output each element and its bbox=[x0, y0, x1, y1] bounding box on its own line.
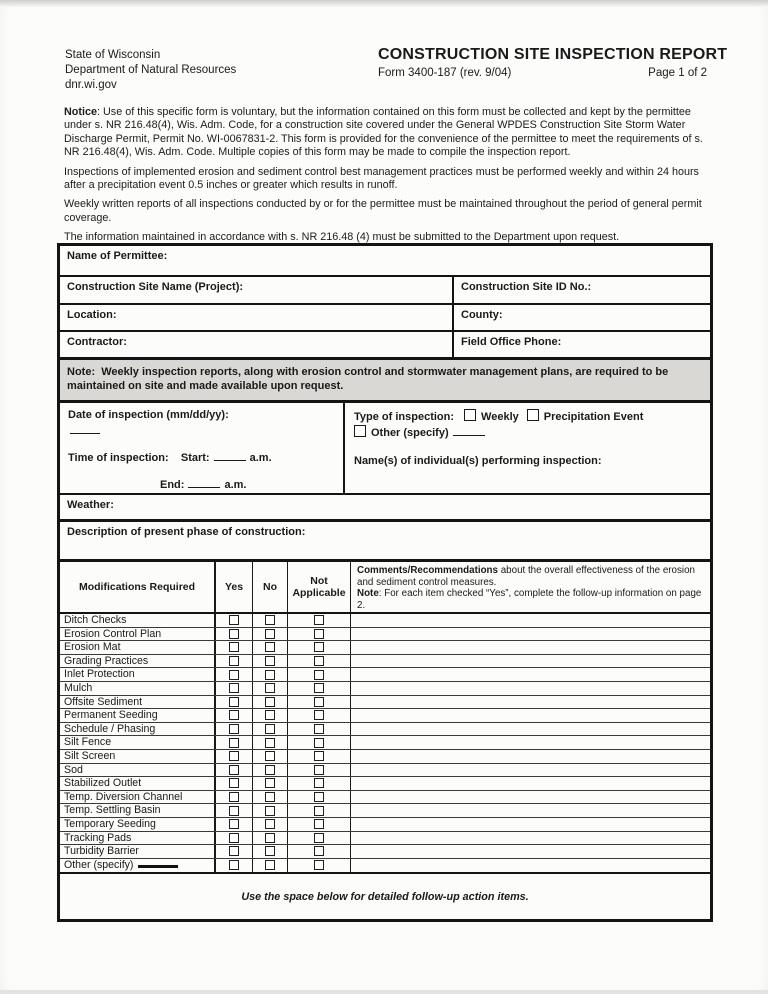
checklist-row bbox=[60, 655, 710, 669]
checklist-item-label: Tracking Pads bbox=[60, 832, 216, 845]
comments-cell[interactable] bbox=[351, 845, 710, 858]
comments-note-body: : For each item checked “Yes”, complete the follow-up information on page 2. bbox=[357, 588, 702, 611]
na-cell bbox=[288, 845, 351, 858]
checklist-row bbox=[60, 777, 710, 791]
na-cell bbox=[288, 614, 351, 627]
phase-description-field[interactable] bbox=[60, 522, 710, 562]
follow-up-instruction: Use the space below for detailed follow-up action items. bbox=[60, 872, 710, 919]
yes-cell bbox=[216, 696, 253, 709]
na-checkbox[interactable] bbox=[314, 751, 324, 761]
comments-cell[interactable] bbox=[351, 832, 710, 845]
na-checkbox[interactable] bbox=[314, 778, 324, 788]
comments-cell[interactable] bbox=[351, 641, 710, 654]
checklist-row bbox=[60, 682, 710, 696]
na-checkbox[interactable] bbox=[314, 670, 324, 680]
no-checkbox[interactable] bbox=[265, 819, 275, 829]
no-checkbox[interactable] bbox=[265, 846, 275, 856]
permittee-label: Name of Permittee: bbox=[67, 250, 168, 262]
weekly-label: Weekly bbox=[481, 411, 519, 423]
no-cell bbox=[253, 791, 288, 804]
comments-cell[interactable] bbox=[351, 668, 710, 681]
yes-checkbox[interactable] bbox=[229, 738, 239, 748]
comments-title: Comments/Recommendations bbox=[357, 565, 498, 576]
checklist-item-label: Other (specify) bbox=[60, 859, 216, 873]
no-cell bbox=[253, 641, 288, 654]
na-cell bbox=[288, 641, 351, 654]
na-cell bbox=[288, 655, 351, 668]
col-comments-header bbox=[351, 562, 710, 612]
na-cell bbox=[288, 696, 351, 709]
type-label: Type of inspection: bbox=[354, 411, 455, 423]
no-cell bbox=[253, 614, 288, 627]
no-cell bbox=[253, 709, 288, 722]
comments-cell[interactable] bbox=[351, 764, 710, 777]
checklist-item-label: Temp. Diversion Channel bbox=[60, 791, 216, 804]
no-checkbox[interactable] bbox=[265, 615, 275, 625]
checklist-item-label: Temporary Seeding bbox=[60, 818, 216, 831]
site-name-field[interactable] bbox=[60, 277, 454, 303]
yes-cell bbox=[216, 791, 253, 804]
na-checkbox[interactable] bbox=[314, 724, 324, 734]
weather-label: Weather: bbox=[67, 499, 114, 511]
col-yes-header: Yes bbox=[216, 562, 253, 612]
na-checkbox[interactable] bbox=[314, 833, 324, 843]
yes-checkbox[interactable] bbox=[229, 751, 239, 761]
no-cell bbox=[253, 804, 288, 817]
notice-label: Notice bbox=[64, 106, 97, 118]
am-suffix: a.m. bbox=[249, 452, 272, 464]
other-specify-blank[interactable] bbox=[138, 865, 178, 868]
county-field[interactable] bbox=[454, 305, 710, 330]
col-na-header: Not Applicable bbox=[288, 562, 351, 612]
checklist-row bbox=[60, 818, 710, 832]
start-time-blank[interactable] bbox=[214, 450, 246, 461]
na-checkbox[interactable] bbox=[314, 860, 324, 870]
checklist-item-label: Permanent Seeding bbox=[60, 709, 216, 722]
yes-cell bbox=[216, 859, 253, 873]
yes-checkbox[interactable] bbox=[229, 724, 239, 734]
comments-cell[interactable] bbox=[351, 791, 710, 804]
no-cell bbox=[253, 736, 288, 749]
checklist-body bbox=[60, 614, 710, 872]
no-cell bbox=[253, 723, 288, 736]
no-checkbox[interactable] bbox=[265, 751, 275, 761]
na-cell bbox=[288, 709, 351, 722]
checklist-row bbox=[60, 723, 710, 737]
no-cell bbox=[253, 750, 288, 763]
checklist-item-label: Ditch Checks bbox=[60, 614, 216, 627]
comments-cell[interactable] bbox=[351, 709, 710, 722]
na-cell bbox=[288, 682, 351, 695]
na-checkbox[interactable] bbox=[314, 710, 324, 720]
precip-event-checkbox[interactable] bbox=[527, 409, 539, 421]
no-cell bbox=[253, 764, 288, 777]
yes-checkbox[interactable] bbox=[229, 765, 239, 775]
na-checkbox[interactable] bbox=[314, 792, 324, 802]
yes-checkbox[interactable] bbox=[229, 833, 239, 843]
requirements-note: Note: Weekly inspection reports, along with erosion control and stormwater management plans, are required to be maintained on site and made available upon request. bbox=[60, 360, 710, 403]
no-checkbox[interactable] bbox=[265, 670, 275, 680]
no-checkbox[interactable] bbox=[265, 642, 275, 652]
inspection-form-table bbox=[57, 243, 713, 922]
yes-cell bbox=[216, 832, 253, 845]
na-checkbox[interactable] bbox=[314, 765, 324, 775]
other-label: Other (specify) bbox=[371, 427, 449, 439]
no-checkbox[interactable] bbox=[265, 724, 275, 734]
yes-checkbox[interactable] bbox=[229, 670, 239, 680]
other-checkbox[interactable] bbox=[354, 425, 366, 437]
no-checkbox[interactable] bbox=[265, 833, 275, 843]
checklist-item-label: Silt Screen bbox=[60, 750, 216, 763]
form-number: Form 3400-187 (rev. 9/04) bbox=[378, 67, 512, 79]
na-cell bbox=[288, 750, 351, 763]
other-type-blank[interactable] bbox=[453, 425, 485, 436]
yes-checkbox[interactable] bbox=[229, 819, 239, 829]
location-field[interactable] bbox=[60, 305, 454, 330]
yes-checkbox[interactable] bbox=[229, 846, 239, 856]
na-cell bbox=[288, 791, 351, 804]
checklist-row bbox=[60, 832, 710, 846]
scan-edge-top bbox=[0, 0, 768, 7]
checklist-row bbox=[60, 845, 710, 859]
yes-checkbox[interactable] bbox=[229, 792, 239, 802]
website-url: dnr.wi.gov bbox=[65, 79, 117, 91]
checklist-item-label: Mulch bbox=[60, 682, 216, 695]
yes-cell bbox=[216, 614, 253, 627]
comments-cell[interactable] bbox=[351, 859, 710, 873]
na-checkbox[interactable] bbox=[314, 656, 324, 666]
comments-cell[interactable] bbox=[351, 804, 710, 817]
no-checkbox[interactable] bbox=[265, 860, 275, 870]
no-checkbox[interactable] bbox=[265, 806, 275, 816]
checklist-item-label: Stabilized Outlet bbox=[60, 777, 216, 790]
yes-cell bbox=[216, 682, 253, 695]
na-cell bbox=[288, 832, 351, 845]
yes-cell bbox=[216, 655, 253, 668]
no-checkbox[interactable] bbox=[265, 683, 275, 693]
title-block bbox=[378, 46, 728, 79]
checklist-header bbox=[60, 562, 710, 614]
yes-cell bbox=[216, 804, 253, 817]
am-suffix: a.m. bbox=[224, 479, 247, 491]
no-checkbox[interactable] bbox=[265, 656, 275, 666]
department-name: Department of Natural Resources bbox=[65, 64, 237, 76]
yes-cell bbox=[216, 845, 253, 858]
site-id-field[interactable] bbox=[454, 277, 710, 303]
type-names-cell bbox=[345, 403, 710, 493]
no-checkbox[interactable] bbox=[265, 765, 275, 775]
na-cell bbox=[288, 804, 351, 817]
county-label: County: bbox=[461, 309, 503, 321]
checklist-item-label: Erosion Control Plan bbox=[60, 628, 216, 641]
no-cell bbox=[253, 859, 288, 873]
no-cell bbox=[253, 845, 288, 858]
site-id-label: Construction Site ID No.: bbox=[461, 281, 592, 293]
field-phone-label: Field Office Phone: bbox=[461, 336, 562, 348]
site-name-label: Construction Site Name (Project): bbox=[67, 281, 244, 293]
agency-name: State of Wisconsin bbox=[65, 49, 161, 61]
na-cell bbox=[288, 859, 351, 873]
checklist-row bbox=[60, 750, 710, 764]
date-time-cell bbox=[60, 403, 345, 493]
no-checkbox[interactable] bbox=[265, 778, 275, 788]
weather-field[interactable] bbox=[60, 495, 710, 522]
na-checkbox[interactable] bbox=[314, 615, 324, 625]
checklist-item-label: Erosion Mat bbox=[60, 641, 216, 654]
comments-note-label: Note bbox=[357, 588, 379, 600]
no-cell bbox=[253, 696, 288, 709]
no-cell bbox=[253, 628, 288, 641]
yes-cell bbox=[216, 777, 253, 790]
yes-cell bbox=[216, 750, 253, 763]
yes-cell bbox=[216, 641, 253, 654]
yes-checkbox[interactable] bbox=[229, 629, 239, 639]
field-phone-field[interactable] bbox=[454, 332, 710, 357]
notice-paragraph bbox=[64, 106, 715, 160]
comments-cell[interactable] bbox=[351, 628, 710, 641]
checklist-item-label: Grading Practices bbox=[60, 655, 216, 668]
comments-cell[interactable] bbox=[351, 750, 710, 763]
no-checkbox[interactable] bbox=[265, 710, 275, 720]
checklist-row bbox=[60, 628, 710, 642]
yes-cell bbox=[216, 628, 253, 641]
comments-body: about the overall effectiveness of the erosion and sediment control measures. bbox=[357, 565, 695, 588]
comments-cell[interactable] bbox=[351, 736, 710, 749]
checklist-row bbox=[60, 736, 710, 750]
weekly-checkbox[interactable] bbox=[464, 409, 476, 421]
no-checkbox[interactable] bbox=[265, 738, 275, 748]
intro-paragraph: Inspections of implemented erosion and sediment control best management practices must be performed weekly and within 24 hours after a precipitation event 0.5 inches or greater which results in runoff. bbox=[64, 165, 699, 192]
yes-checkbox[interactable] bbox=[229, 710, 239, 720]
yes-checkbox[interactable] bbox=[229, 806, 239, 816]
na-cell bbox=[288, 668, 351, 681]
checklist-row bbox=[60, 764, 710, 778]
location-label: Location: bbox=[67, 309, 117, 321]
checklist-row bbox=[60, 709, 710, 723]
yes-checkbox[interactable] bbox=[229, 642, 239, 652]
yes-checkbox[interactable] bbox=[229, 697, 239, 707]
na-checkbox[interactable] bbox=[314, 683, 324, 693]
comments-cell[interactable] bbox=[351, 614, 710, 627]
time-label: Time of inspection: bbox=[68, 452, 169, 464]
end-time-blank[interactable] bbox=[188, 477, 220, 488]
precip-event-label: Precipitation Event bbox=[543, 411, 644, 423]
inspector-names-label: Name(s) of individual(s) performing inspection: bbox=[354, 455, 602, 467]
comments-cell[interactable] bbox=[351, 777, 710, 790]
notice-body: : Use of this specific form is voluntary, but the information contained on this form must be collected and kept by the permittee under s. NR 216.48(4), Wis. Adm. Code, for a construction site covered under the General WPDES Construction Site Storm Water Discharge Permit, Permit No. WI-0067831-2. This form is provided for the convenience of the permittee to meet the requirements of s. NR 216.48(4), Wis. Adm. Code. Multiple copies of this form may be made to compile the inspection report. bbox=[64, 106, 703, 159]
agency-block bbox=[65, 48, 236, 93]
checklist-row bbox=[60, 696, 710, 710]
checklist-item-label: Inlet Protection bbox=[60, 668, 216, 681]
na-cell bbox=[288, 736, 351, 749]
no-cell bbox=[253, 818, 288, 831]
report-title: CONSTRUCTION SITE INSPECTION REPORT bbox=[378, 46, 728, 63]
yes-checkbox[interactable] bbox=[229, 683, 239, 693]
na-checkbox[interactable] bbox=[314, 806, 324, 816]
date-blank[interactable] bbox=[70, 423, 100, 434]
no-cell bbox=[253, 655, 288, 668]
permittee-field[interactable] bbox=[60, 246, 710, 277]
yes-cell bbox=[216, 764, 253, 777]
intro-paragraph: The information maintained in accordance with s. NR 216.48 (4) must be submitted to the Department upon request. bbox=[64, 231, 620, 244]
comments-cell[interactable] bbox=[351, 696, 710, 709]
no-cell bbox=[253, 682, 288, 695]
yes-cell bbox=[216, 818, 253, 831]
yes-cell bbox=[216, 709, 253, 722]
na-checkbox[interactable] bbox=[314, 697, 324, 707]
yes-checkbox[interactable] bbox=[229, 615, 239, 625]
checklist-row bbox=[60, 791, 710, 805]
checklist-item-label: Sod bbox=[60, 764, 216, 777]
contractor-label: Contractor: bbox=[67, 336, 127, 348]
na-checkbox[interactable] bbox=[314, 629, 324, 639]
yes-checkbox[interactable] bbox=[229, 656, 239, 666]
na-cell bbox=[288, 723, 351, 736]
yes-cell bbox=[216, 668, 253, 681]
scan-edge-bottom bbox=[0, 990, 768, 994]
col-modifications-header: Modifications Required bbox=[60, 562, 216, 612]
na-cell bbox=[288, 628, 351, 641]
yes-cell bbox=[216, 723, 253, 736]
yes-checkbox[interactable] bbox=[229, 860, 239, 870]
comments-cell[interactable] bbox=[351, 818, 710, 831]
checklist-row bbox=[60, 859, 710, 873]
na-cell bbox=[288, 764, 351, 777]
intro-text bbox=[64, 106, 715, 251]
comments-cell[interactable] bbox=[351, 723, 710, 736]
checklist-item-label: Temp. Settling Basin bbox=[60, 804, 216, 817]
checklist-row bbox=[60, 614, 710, 628]
yes-checkbox[interactable] bbox=[229, 778, 239, 788]
checklist-item-label: Turbidity Barrier bbox=[60, 845, 216, 858]
phase-description-label: Description of present phase of construction: bbox=[67, 526, 306, 538]
checklist-item-label: Silt Fence bbox=[60, 736, 216, 749]
na-checkbox[interactable] bbox=[314, 846, 324, 856]
comments-cell[interactable] bbox=[351, 655, 710, 668]
checklist-row bbox=[60, 668, 710, 682]
no-checkbox[interactable] bbox=[265, 697, 275, 707]
contractor-field[interactable] bbox=[60, 332, 454, 357]
col-no-header: No bbox=[253, 562, 288, 612]
na-cell bbox=[288, 818, 351, 831]
na-checkbox[interactable] bbox=[314, 642, 324, 652]
na-checkbox[interactable] bbox=[314, 819, 324, 829]
na-cell bbox=[288, 777, 351, 790]
no-cell bbox=[253, 832, 288, 845]
no-checkbox[interactable] bbox=[265, 792, 275, 802]
page-number: Page 1 of 2 bbox=[648, 67, 707, 79]
no-cell bbox=[253, 668, 288, 681]
checklist-row bbox=[60, 804, 710, 818]
comments-cell[interactable] bbox=[351, 682, 710, 695]
start-label: Start: bbox=[180, 452, 210, 464]
checklist-row bbox=[60, 641, 710, 655]
checklist-item-label: Schedule / Phasing bbox=[60, 723, 216, 736]
end-label: End: bbox=[160, 479, 185, 491]
na-checkbox[interactable] bbox=[314, 738, 324, 748]
no-cell bbox=[253, 777, 288, 790]
yes-cell bbox=[216, 736, 253, 749]
intro-paragraph: Weekly written reports of all inspections conducted by or for the permittee must be maintained throughout the period of general permit coverage. bbox=[64, 198, 702, 224]
checklist-item-label: Offsite Sediment bbox=[60, 696, 216, 709]
date-label: Date of inspection (mm/dd/yy): bbox=[68, 409, 229, 421]
no-checkbox[interactable] bbox=[265, 629, 275, 639]
